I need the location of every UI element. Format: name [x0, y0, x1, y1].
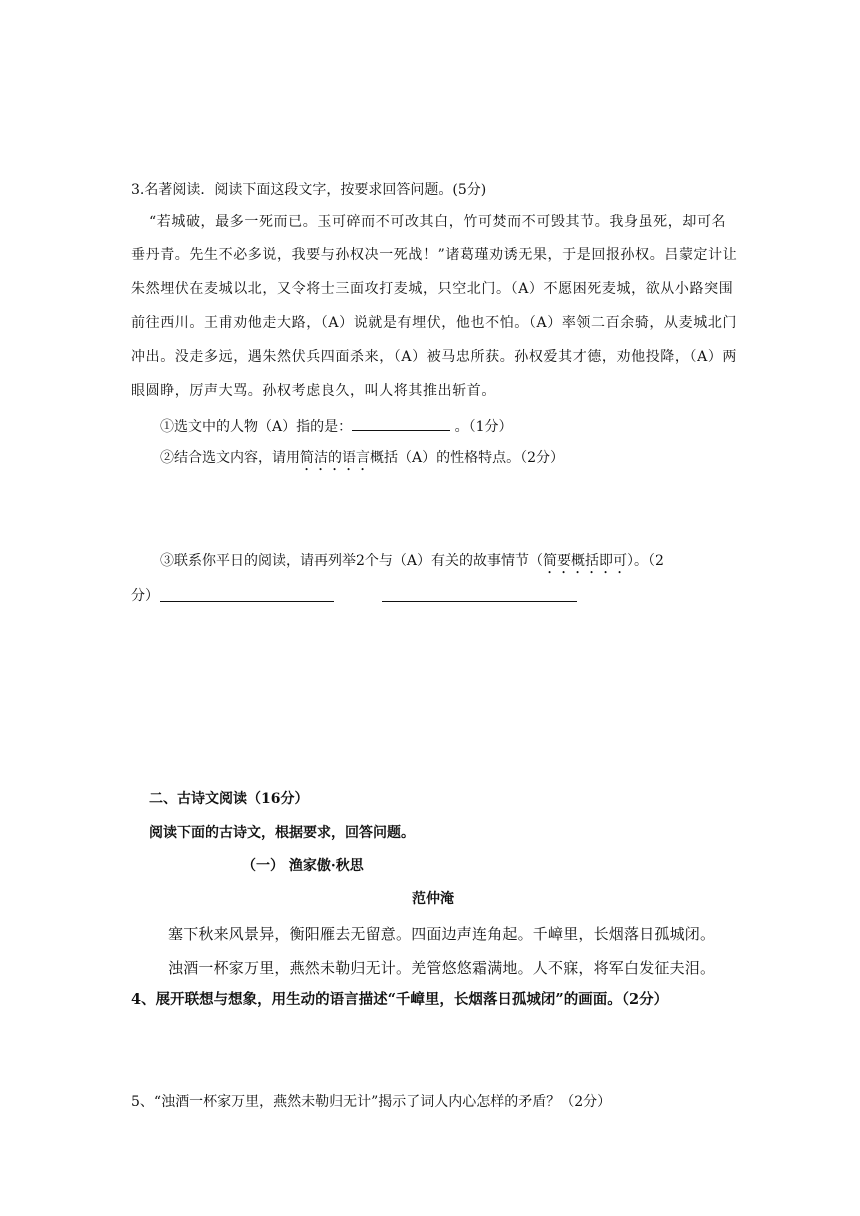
- q3-sub1-answer-blank[interactable]: [352, 415, 450, 431]
- question-4: 4、展开联想与想象，用生动的语言描述“千嶂里，长烟落日孤城闭”的画面。（2分）: [131, 991, 669, 1008]
- q3-sub1-suffix: 。（1分）: [450, 419, 513, 435]
- q3-sub3: [160, 551, 664, 577]
- q3-sub2-part2: 概括（A）的性格特点。（2分）: [370, 450, 565, 466]
- q3-sub3-emphasis: 简要概括即可: [543, 553, 628, 569]
- q3-sub1-prefix: ①选文中的人物（A）指的是：: [160, 419, 353, 435]
- q3-sub3-answer-blank-1[interactable]: [160, 601, 334, 602]
- poem-title: （一） 渔家傲·秋思: [242, 858, 364, 874]
- q3-passage-line-5: 冲出。没走多远，遇朱然伏兵四面杀来，（A）被马忠所获。孙权爱其才德，劝他投降，（A）两: [131, 349, 738, 365]
- q3-passage-line-4: 前往西川。王甫劝他走大路，（A）说就是有埋伏，他也不怕。（A）率领二百余骑，从麦城北门: [131, 315, 738, 331]
- section2-heading: 二、古诗文阅读（16分）: [149, 791, 309, 807]
- q3-sub3-line2: 分）: [131, 588, 159, 604]
- q3-passage-line-3: 朱然埋伏在麦城以北，又令将士三面攻打麦城，只空北门。（A）不愿困死麦城，欲从小路突围: [131, 281, 734, 297]
- question-5: 5、“浊酒一杯家万里，燕然未勒归无计”揭示了词人内心怎样的矛盾？（2分）: [131, 1094, 612, 1110]
- q3-sub3-part2: ）。（2: [627, 553, 664, 569]
- q3-passage-line-1: “若城破，最多一死而已。玉可碎而不可改其白，竹可焚而不可毁其节。我身虽死，却可名: [149, 214, 727, 230]
- q3-passage-line-2: 垂丹青。先生不必多说，我要与孙权决一死战！”诸葛瑾劝诱无果，于是回报孙权。吕蒙定计让: [131, 247, 738, 263]
- q3-sub3-part1: ③联系你平日的阅读，请再列举2个与（A）有关的故事情节（: [160, 553, 544, 569]
- q3-sub2-emphasis: 简洁的语言: [300, 450, 370, 466]
- poem-author: 范仲淹: [412, 891, 454, 907]
- q3-sub2-part1: ②结合选文内容，请用: [160, 450, 300, 466]
- q3-sub2: [160, 448, 564, 474]
- q3-passage-line-6: 眼圆睁，厉声大骂。孙权考虑良久，叫人将其推出斩首。: [131, 383, 496, 399]
- q3-sub1: [160, 415, 512, 437]
- q3-heading: 3.名著阅读．阅读下面这段文字，按要求回答问题。(5分): [131, 182, 487, 198]
- q3-sub3-answer-blank-2[interactable]: [382, 601, 577, 602]
- poem-line-2: 浊酒一杯家万里，燕然未勒归无计。羌管悠悠霜满地。人不寐，将军白发征夫泪。: [168, 959, 716, 977]
- section2-instruction: 阅读下面的古诗文，根据要求，回答问题。: [149, 825, 415, 841]
- poem-line-1: 塞下秋来风景异，衡阳雁去无留意。四面边声连角起。千嶂里，长烟落日孤城闭。: [168, 925, 716, 943]
